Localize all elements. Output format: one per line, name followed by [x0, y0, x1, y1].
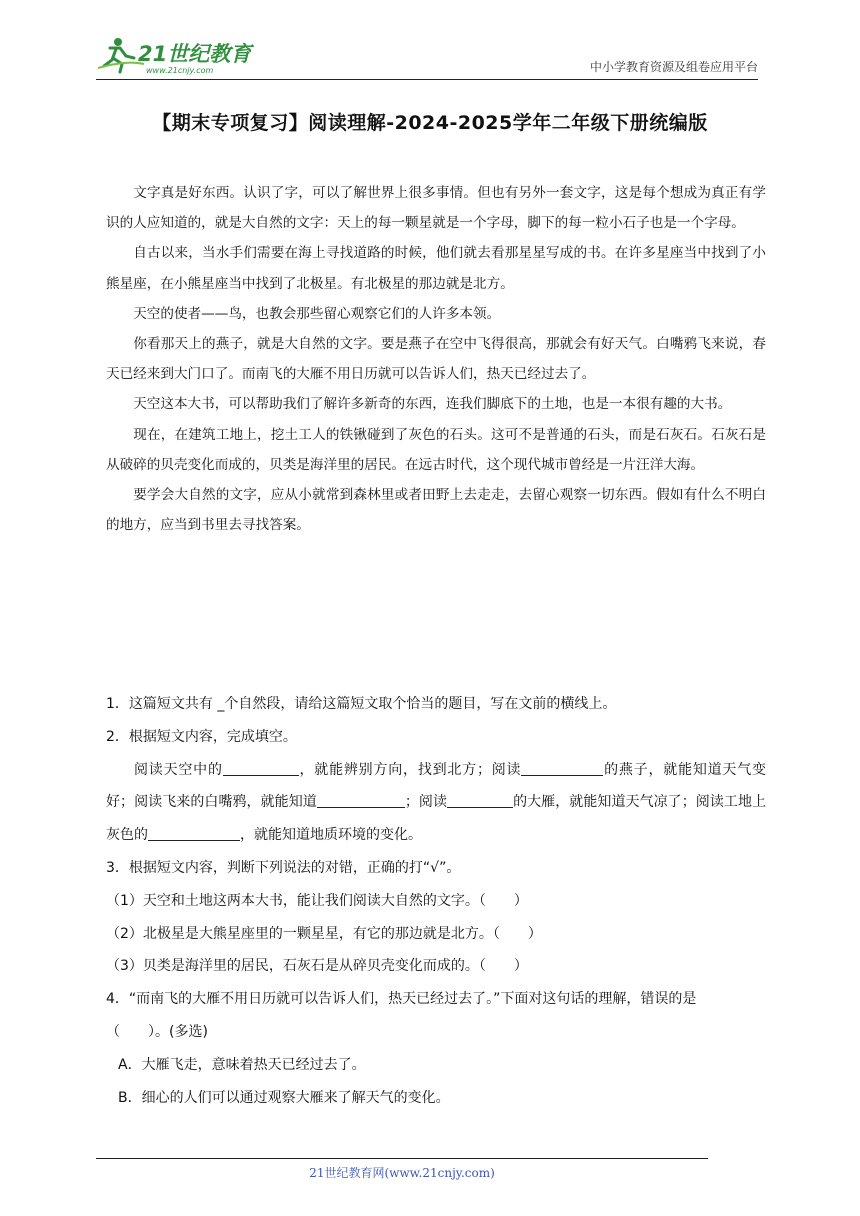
question-2-fill-in	[106, 754, 766, 852]
reading-passage	[106, 178, 766, 540]
fill-text: 阅读天空中的	[134, 761, 223, 778]
passage-paragraph: 现在，在建筑工地上，挖土工人的铁锹碰到了灰色的石头。这可不是普通的石头，而是石灰石。石灰石是从破碎的贝壳变化而成的，贝类是海洋里的居民。在远古时代，这个现代城市曾经是一片汪洋大海。	[106, 426, 766, 473]
logo-url-text: www.21cnjy.com	[146, 66, 214, 75]
answer-blank[interactable]	[447, 791, 513, 808]
passage-paragraph: 要学会大自然的文字，应从小就常到森林里或者田野上去走走，去留心观察一切东西。假如有什么不明白的地方，应当到书里去寻找答案。	[106, 487, 766, 534]
answer-blank[interactable]	[148, 824, 240, 841]
question-1: 1．这篇短文共有 _个自然段，请给这篇短文取个恰当的题目，写在文前的横线上。	[106, 696, 617, 712]
question-4: 4．“而南飞的大雁不用日历就可以告诉人们，热天已经过去了。”下面对这句话的理解，错误的是	[106, 991, 697, 1008]
logo-text: 21世纪教育	[138, 42, 252, 66]
passage-paragraph: 自古以来，当水手们需要在海上寻找道路的时候，他们就去看那星星写成的书。在许多星座当中找到了小熊星座，在小熊星座当中找到了北极星。有北极星的那边就是北方。	[106, 245, 766, 292]
logo-21cnjy	[96, 34, 266, 76]
true-false-item[interactable]: （1）天空和土地这两本大书，能让我们阅读大自然的文字。（ ）	[106, 892, 528, 909]
header-rule	[96, 79, 758, 80]
fill-text: ；阅读	[404, 794, 448, 811]
fill-text: 的大雁，就能知道天气凉了；阅读工地上灰色的	[106, 794, 767, 844]
footer-rule	[96, 1158, 708, 1159]
passage-paragraph: 天空的使者——鸟，也教会那些留心观察它们的人许多本领。	[133, 305, 501, 322]
answer-blank[interactable]	[223, 759, 299, 776]
passage-paragraph: 文字真是好东西。认识了字，可以了解世界上很多事情。但也有另外一套文字，这是每个想成为真正有学识的人应知道的，就是大自然的文字：天上的每一颗星就是一个字母，脚下的每一粒小石子也是一个字母。	[106, 185, 766, 232]
document-title: 【期末专项复习】阅读理解-2024-2025学年二年级下册统编版	[152, 112, 708, 134]
fill-text: ，就能知道地质环境的变化。	[240, 827, 422, 844]
passage-paragraph: 天空这本大书，可以帮助我们了解许多新奇的东西，连我们脚底下的土地，也是一本很有趣的大书。	[133, 396, 732, 413]
fill-text: ，就能辨别方向，找到北方；阅读	[298, 761, 522, 778]
answer-blank[interactable]	[317, 791, 405, 808]
page-header	[96, 34, 758, 80]
fill-text: 的燕子，就能知道天气变好；阅读飞来的白嘴鸦，就能知道	[106, 761, 767, 811]
passage-paragraph: 你看那天上的燕子，就是大自然的文字。要是燕子在空中飞得很高，那就会有好天气。白嘴鸦飞来说，春天已经来到大门口了。而南飞的大雁不用日历就可以告诉人们，热天已经过去了。	[106, 336, 766, 383]
option-a[interactable]: A．大雁飞走，意味着热天已经过去了。	[118, 1056, 366, 1073]
footer-link[interactable]: 21世纪教育网(www.21cnjy.com)	[309, 1166, 495, 1180]
platform-name: 中小学教育资源及组卷应用平台	[589, 60, 758, 74]
question-4-answer-bracket[interactable]: （ ）。(多选)	[106, 1023, 208, 1040]
answer-blank[interactable]	[521, 759, 603, 776]
question-3: 3．根据短文内容，判断下列说法的对错，正确的打“√”。	[106, 859, 461, 876]
true-false-item[interactable]: （2）北极星是大熊星座里的一颗星星，有它的那边就是北方。（ ）	[106, 925, 542, 942]
option-b[interactable]: B．细心的人们可以通过观察大雁来了解天气的变化。	[118, 1089, 450, 1106]
true-false-item[interactable]: （3）贝类是海洋里的居民，石灰石是从碎贝壳变化而成的。（ ）	[106, 958, 528, 975]
questions-section	[106, 688, 766, 1114]
question-2: 2．根据短文内容，完成填空。	[106, 728, 297, 745]
